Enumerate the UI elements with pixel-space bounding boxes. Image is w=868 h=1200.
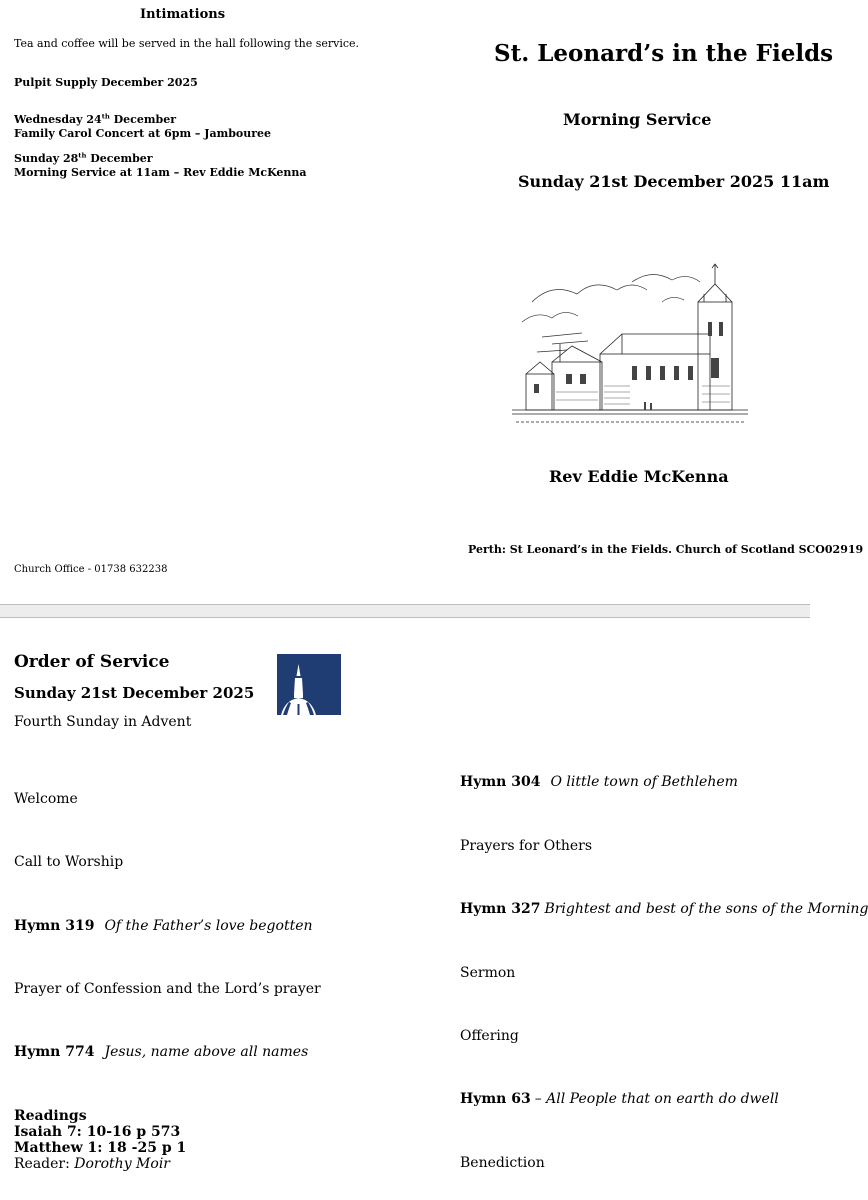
- tea-coffee-notice: Tea and coffee will be served in the hall following the service.: [14, 37, 360, 50]
- church-sketch-illustration: [512, 262, 748, 426]
- service-name: Morning Service: [563, 110, 712, 129]
- benediction-item: Benediction: [460, 1155, 545, 1171]
- readings-block: [14, 1108, 186, 1172]
- minister-name: Rev Eddie McKenna: [549, 467, 729, 486]
- reader-name: Dorothy Moir: [74, 1156, 170, 1172]
- event2-description: Morning Service at 11am – Rev Eddie McKenna: [14, 166, 307, 179]
- order-of-service-heading: Order of Service: [14, 652, 170, 672]
- charity-statement: Perth: St Leonard’s in the Fields. Church of Scotland SCO02919: [468, 543, 864, 556]
- church-name: St. Leonard’s in the Fields: [494, 40, 834, 67]
- hymn-title: Brightest and best of the sons of the Morning: [544, 901, 868, 917]
- pulpit-supply-heading: Pulpit Supply December 2025: [14, 76, 198, 89]
- reader-line: Reader: Dorothy Moir: [14, 1156, 170, 1172]
- hymn-title: Of the Father’s love begotten: [104, 918, 313, 934]
- offering-item: Offering: [460, 1028, 519, 1044]
- sermon-item: Sermon: [460, 965, 516, 981]
- page-separator: [0, 604, 810, 618]
- prayers-for-others-item: Prayers for Others: [460, 838, 593, 854]
- hymn-number: Hymn 774: [14, 1044, 95, 1060]
- reading-matthew: Matthew 1: 18 -25 p 1: [14, 1140, 187, 1156]
- readings-heading: Readings: [14, 1108, 87, 1124]
- hymn-number: Hymn 327: [460, 901, 541, 917]
- hymn-number: Hymn 63: [460, 1091, 531, 1107]
- event1-date: Wednesday 24th December: [14, 112, 176, 126]
- hymn-title: Jesus, name above all names: [104, 1044, 309, 1060]
- hymn-327-item: [460, 901, 868, 917]
- church-office-phone: Church Office - 01738 632238: [14, 564, 168, 575]
- hymn-number: Hymn 304: [460, 774, 541, 790]
- service-date: Sunday 21st December 2025 11am: [518, 172, 830, 191]
- order-date: Sunday 21st December 2025: [14, 684, 255, 702]
- call-to-worship-item: Call to Worship: [14, 854, 124, 870]
- hymn-304-item: [460, 774, 738, 790]
- church-logo-icon: [277, 654, 341, 715]
- reading-isaiah: Isaiah 7: 10-16 p 573: [14, 1124, 181, 1140]
- hymn-title: O little town of Bethlehem: [550, 774, 738, 790]
- hymn-title: – All People that on earth do dwell: [534, 1091, 779, 1107]
- hymn-319-item: [14, 918, 313, 934]
- hymn-774-item: [14, 1044, 308, 1060]
- event2-date: Sunday 28th December: [14, 151, 153, 165]
- event1-description: Family Carol Concert at 6pm – Jambouree: [14, 127, 272, 140]
- intimations-heading: Intimations: [140, 7, 226, 22]
- hymn-63-item: [460, 1091, 779, 1107]
- liturgical-occasion: Fourth Sunday in Advent: [14, 714, 192, 730]
- hymn-number: Hymn 319: [14, 918, 95, 934]
- welcome-item: Welcome: [14, 791, 78, 807]
- confession-item: Prayer of Confession and the Lord’s prayer: [14, 981, 321, 997]
